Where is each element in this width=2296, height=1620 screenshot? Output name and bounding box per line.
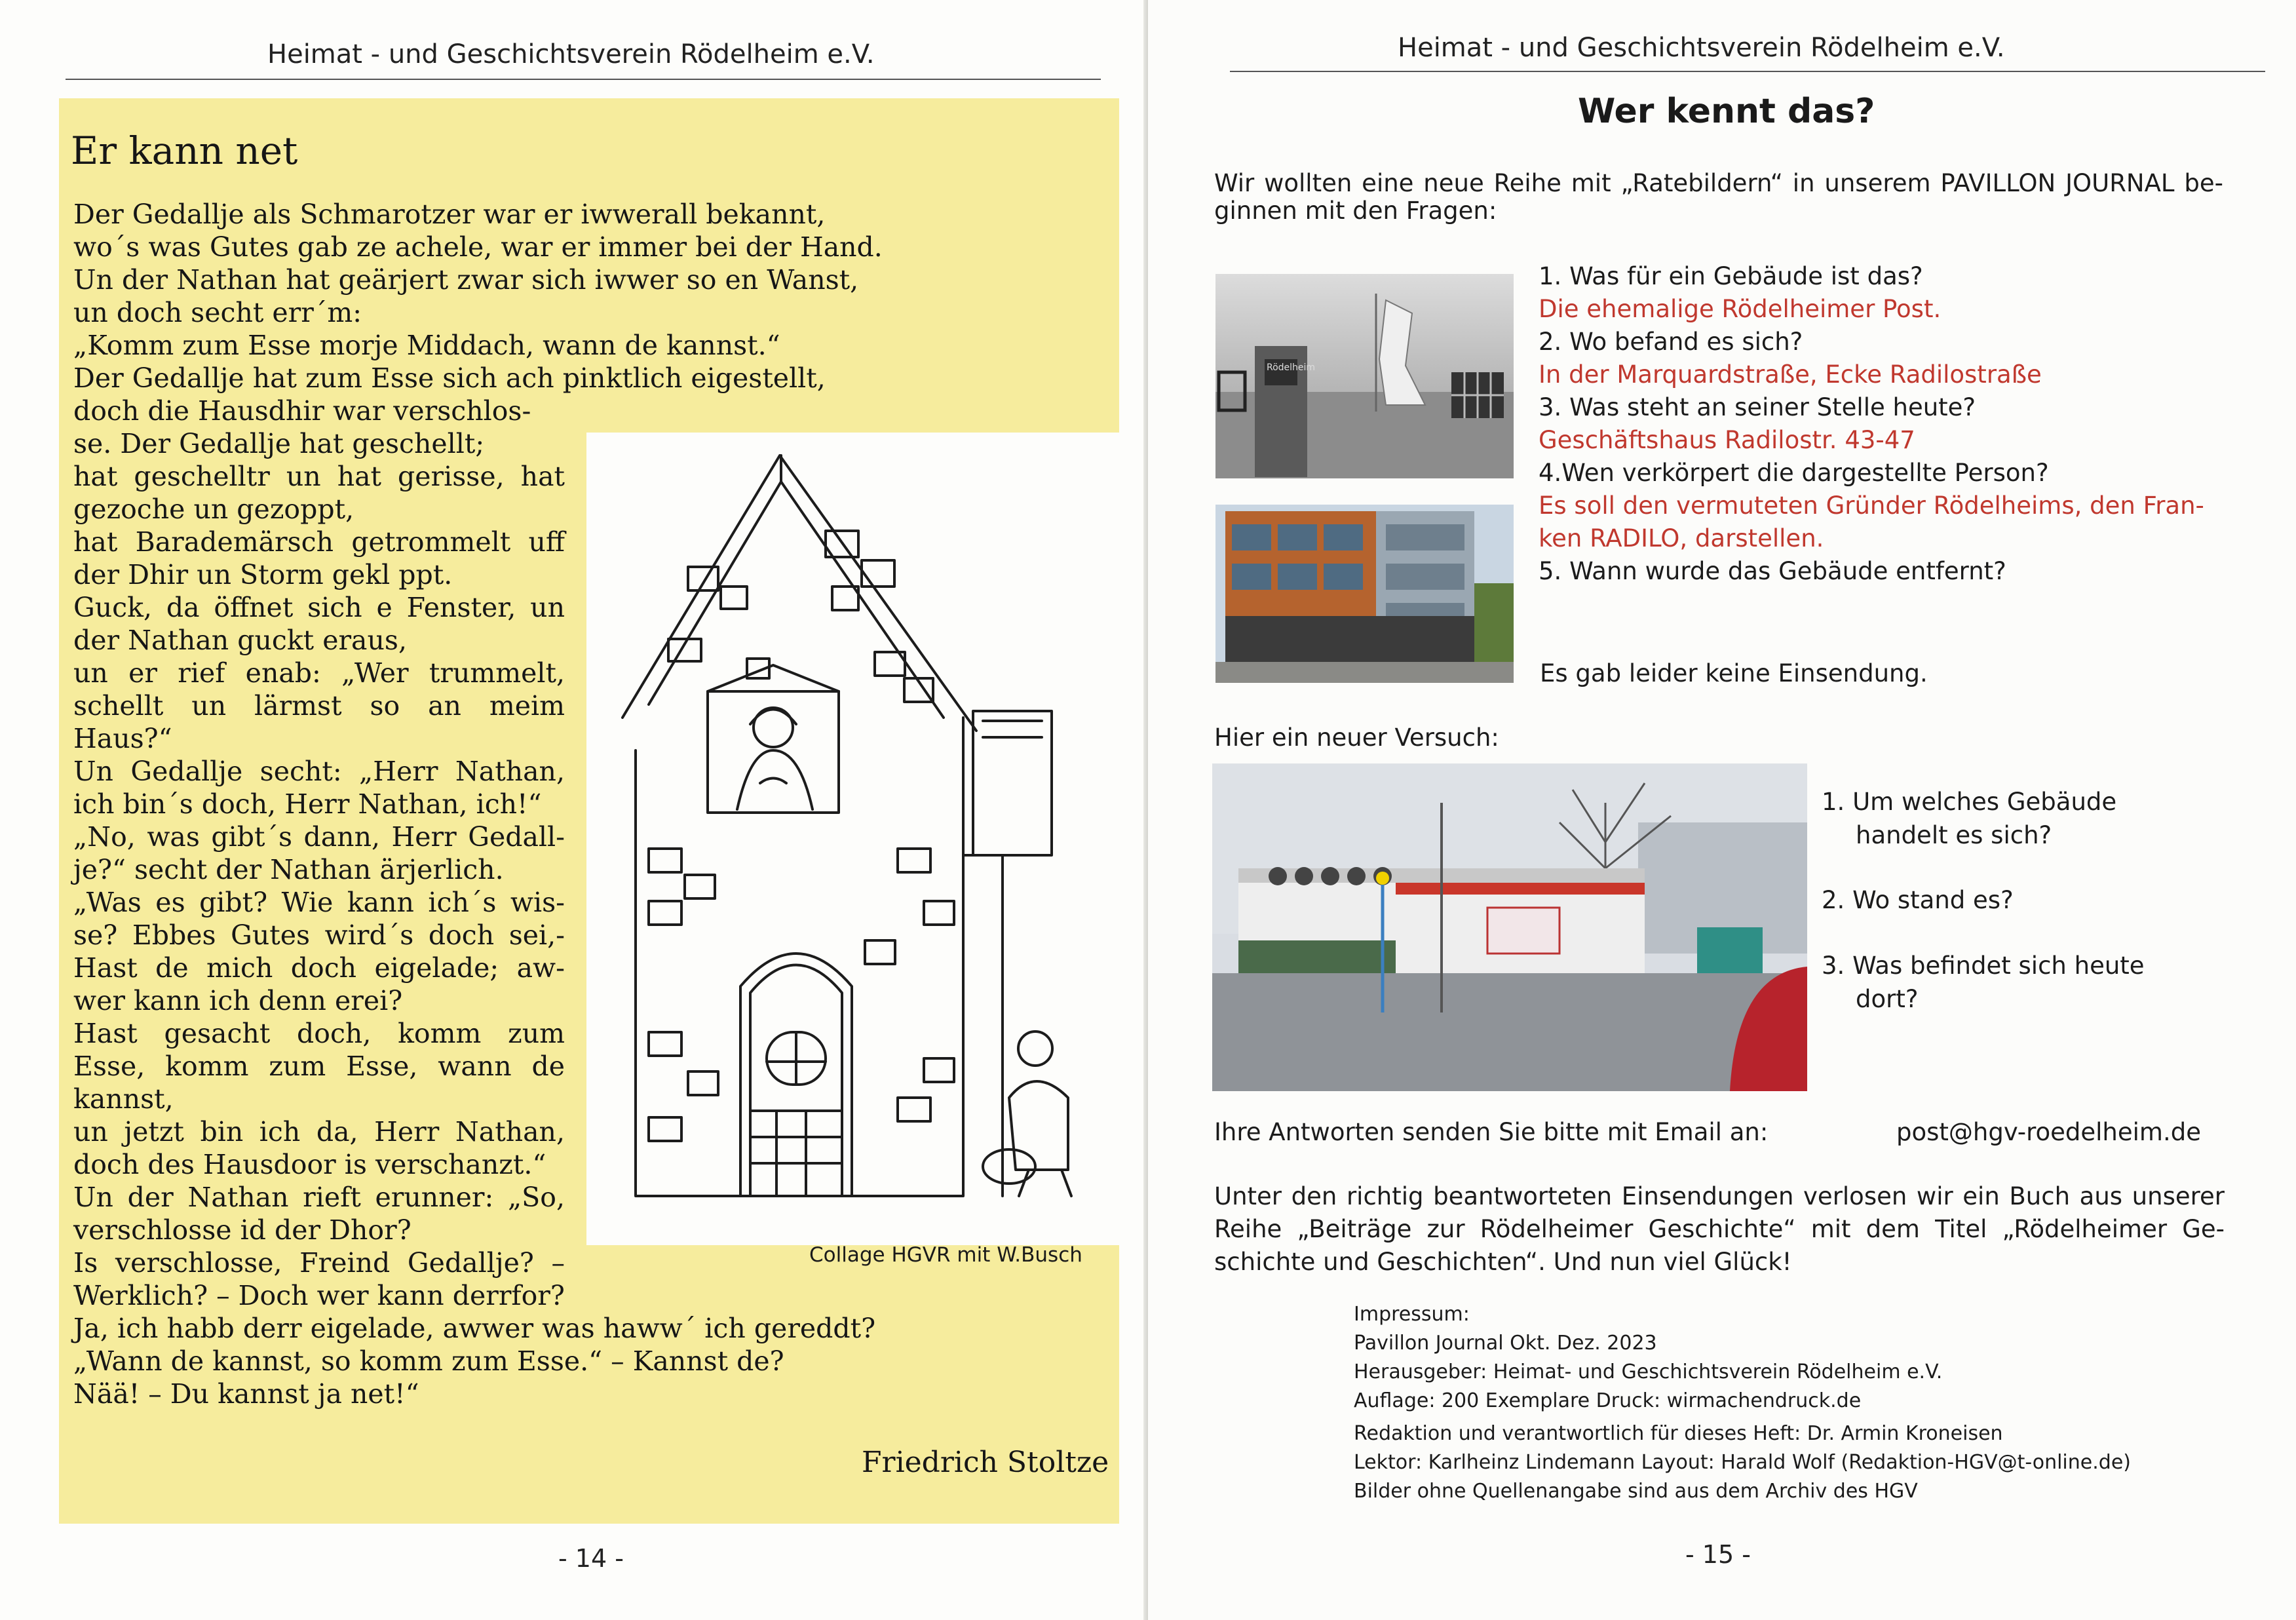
- poem-line: se. Der Gedallje hat geschellt;: [73, 428, 485, 459]
- impressum-line: Auflage: 200 Exemplare Druck: wirmachendruck.de: [1354, 1389, 1862, 1412]
- poem-title: Er kann net: [71, 128, 298, 173]
- poem-line: je?“ secht der Nathan ärjerlich.: [73, 854, 504, 885]
- email-address[interactable]: post@hgv-roedelheim.de: [1896, 1118, 2201, 1146]
- header-rule-left: [66, 79, 1101, 80]
- intro-line-1: Wir wollten eine neue Reihe mit „Ratebildern“ in unserem PAVILLON JOURNAL be-: [1214, 169, 2223, 197]
- header-rule-right: [1230, 71, 2265, 72]
- poem-line: Der Gedallje als Schmarotzer war er iwwerall bekannt,: [73, 199, 826, 230]
- poem-author: Friedrich Stoltze: [862, 1446, 1109, 1479]
- old-post-photo: [1215, 274, 1514, 478]
- new-question-line: dort?: [1856, 985, 1919, 1013]
- page-right: [1148, 0, 2296, 1620]
- poem-line: Haus?“: [73, 723, 172, 754]
- poem-line: Hast de mich doch eigelade; aw-: [73, 952, 565, 984]
- quiz-answer: Geschäftshaus Radilostr. 43-47: [1539, 426, 1915, 454]
- poem-line: der Nathan guckt eraus,: [73, 625, 407, 656]
- page-title: Wer kennt das?: [1578, 92, 1875, 131]
- raffle-line: schichte und Geschichten“. Und nun viel Glück!: [1214, 1248, 1792, 1276]
- quiz-question: 3. Was steht an seiner Stelle heute?: [1539, 393, 1976, 421]
- poem-line: doch des Hausdoor is verschanzt.“: [73, 1149, 546, 1180]
- poem-line: se? Ebbes Gutes wird´s doch sei,-: [73, 919, 565, 951]
- poem-line: Is verschlosse, Freind Gedallje? –: [73, 1247, 565, 1279]
- impressum-line: Impressum:: [1354, 1303, 1470, 1326]
- new-quiz-photo: [1212, 763, 1807, 1091]
- new-question-line: 3. Was befindet sich heute: [1822, 952, 2145, 980]
- poem-line: Un Gedallje secht: „Herr Nathan,: [73, 756, 565, 787]
- quiz-question: 1. Was für ein Gebäude ist das?: [1539, 262, 1923, 290]
- poem-line: un jetzt bin ich da, Herr Nathan,: [73, 1116, 565, 1148]
- page-header-right: Heimat - und Geschichtsverein Rödelheim e.V.: [1398, 33, 2005, 63]
- raffle-line: Reihe „Beiträge zur Rödelheimer Geschichte“ mit dem Titel „Rödelheimer Ge-: [1214, 1215, 2225, 1243]
- page-number-left: - 14 -: [558, 1544, 624, 1573]
- poem-line: Esse, komm zum Esse, wann de: [73, 1051, 565, 1082]
- poem-line: kannst,: [73, 1083, 174, 1115]
- quiz-answer: Die ehemalige Rödelheimer Post.: [1539, 295, 1942, 323]
- new-question-line: handelt es sich?: [1856, 821, 2052, 849]
- current-building-photo: [1215, 505, 1514, 683]
- poem-line: Der Gedallje hat zum Esse sich ach pinktlich eigestellt,: [73, 362, 826, 394]
- impressum-line: Redaktion und verantwortlich für dieses Heft: Dr. Armin Kroneisen: [1354, 1422, 2003, 1445]
- page-header-left: Heimat - und Geschichtsverein Rödelheim e.V.: [267, 39, 875, 69]
- poem-line: der Dhir un Storm gekl ppt.: [73, 559, 453, 590]
- poem-line: Ja, ich habb derr eigelade, awwer was haww´ ich gereddt?: [73, 1313, 876, 1344]
- intro-line-2: ginnen mit den Fragen:: [1214, 197, 1497, 225]
- quiz-question: 4.Wen verkörpert die dargestellte Person?: [1539, 459, 2049, 487]
- poem-line: ich bin´s doch, Herr Nathan, ich!“: [73, 788, 542, 820]
- post-sign-text: Rödelheim: [1267, 362, 1316, 373]
- poem-line: un er rief enab: „Wer trummelt,: [73, 657, 565, 689]
- quiz-question: 2. Wo befand es sich?: [1539, 328, 1803, 356]
- poem-line: „Komm zum Esse morje Middach, wann de kannst.“: [73, 330, 780, 361]
- poem-line: un doch secht err´m:: [73, 297, 362, 328]
- page-number-right: - 15 -: [1685, 1540, 1751, 1569]
- poem-line: „No, was gibt´s dann, Herr Gedall-: [73, 821, 565, 853]
- new-question-line: 2. Wo stand es?: [1822, 886, 2014, 914]
- poem-line: Nää! – Du kannst ja net!“: [73, 1378, 419, 1410]
- quiz-answer: In der Marquardstraße, Ecke Radilostraße: [1539, 360, 2042, 389]
- poem-line: wo´s was Gutes gab ze achele, war er immer bei der Hand.: [73, 231, 883, 263]
- email-prompt: Ihre Antworten senden Sie bitte mit Email an:: [1214, 1118, 1769, 1146]
- poem-line: „Wann de kannst, so komm zum Esse.“ – Kannst de?: [73, 1345, 784, 1377]
- quiz-answer: ken RADILO, darstellen.: [1539, 524, 1824, 552]
- poem-line: doch die Hausdhir war verschlos-: [73, 395, 531, 427]
- raffle-line: Unter den richtig beantworteten Einsendungen verlosen wir ein Buch aus unserer: [1214, 1182, 2225, 1210]
- quiz-question: 5. Wann wurde das Gebäude entfernt?: [1539, 557, 2006, 585]
- impressum-line: Herausgeber: Heimat- und Geschichtsverein Rödelheim e.V.: [1354, 1360, 1943, 1383]
- poem-line: Hast gesacht doch, komm zum: [73, 1018, 565, 1049]
- illustration-caption: Collage HGVR mit W.Busch: [809, 1243, 1082, 1267]
- new-question-line: 1. Um welches Gebäude: [1822, 788, 2117, 816]
- impressum-line: Pavillon Journal Okt. Dez. 2023: [1354, 1332, 1657, 1355]
- poem-line: „Was es gibt? Wie kann ich´s wis-: [73, 887, 565, 918]
- poem-line: schellt un lärmst so an meim: [73, 690, 565, 722]
- impressum-line: Lektor: Karlheinz Lindemann Layout: Harald Wolf (Redaktion-HGV@t-online.de): [1354, 1451, 2131, 1474]
- poem-line: Werklich? – Doch wer kann derrfor?: [73, 1280, 565, 1311]
- poem-line: wer kann ich denn erei?: [73, 985, 403, 1016]
- poem-line: hat geschelltr un hat gerisse, hat: [73, 461, 565, 492]
- poem-line: gezoche un gezoppt,: [73, 493, 354, 525]
- poem-line: Guck, da öffnet sich e Fenster, un: [73, 592, 565, 623]
- new-try-label: Hier ein neuer Versuch:: [1214, 723, 1499, 752]
- quiz-answer: Es soll den vermuteten Gründer Rödelheims, den Fran-: [1539, 492, 2204, 520]
- poem-line: Un der Nathan rieft erunner: „So,: [73, 1182, 565, 1213]
- impressum-line: Bilder ohne Quellenangabe sind aus dem Archiv des HGV: [1354, 1480, 1918, 1503]
- poem-line: hat Barademärsch getrommelt uff: [73, 526, 565, 558]
- poem-line: verschlosse id der Dhor?: [73, 1214, 411, 1246]
- no-entries-note: Es gab leider keine Einsendung.: [1540, 659, 1928, 687]
- house-illustration: [609, 442, 1107, 1242]
- poem-line: Un der Nathan hat geärjert zwar sich iwwer so en Wanst,: [73, 264, 859, 296]
